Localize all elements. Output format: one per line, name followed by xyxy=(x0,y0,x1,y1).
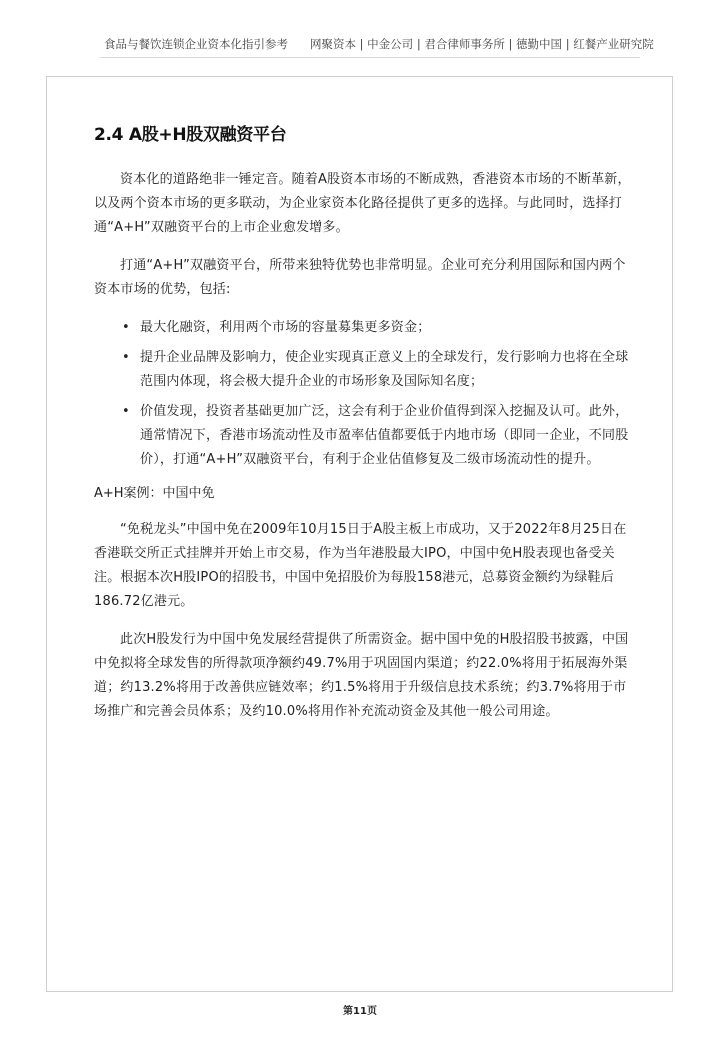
header-divider xyxy=(100,57,640,58)
list-item-text: 价值发现，投资者基础更加广泛，这会有利于企业价值得到深入挖掘及认可。此外，通常情况下，香港市场流动性及市盈率估值都要低于内地市场（即同一企业，不同股价），打通“A+H”双融资平台，有利于企业估值修复及二级市场流动性的提升。 xyxy=(140,404,629,467)
paragraph-case-listing: “免税龙头”中国中免在2009年10月15日于A股主板上市成功，又于2022年8月25日在香港联交所正式挂牌并开始上市交易，作为当年港股最大IPO，中国中免H股表现也备受关注。根据本次H股IPO的招股书，中国中免招股价为每股158港元，总募资金额约为绿鞋后186.72亿港元。 xyxy=(94,522,627,609)
paragraph-case-proceeds: 此次H股发行为中国中免发展经营提供了所需资金。据中国中免的H股招股书披露，中国中免拟将全球发售的所得款项净额约49.7%用于巩固国内渠道；约22.0%将用于拓展海外渠道；约13.2%将用于改善供应链效率；约1.5%将用于升级信息技术系统；约3.7%将用于市场推广和完善会员体系；及约10.0%将用作补充流动资金及其他一般公司用途。 xyxy=(94,632,629,719)
main-content xyxy=(94,120,634,738)
page-header xyxy=(0,0,720,58)
paragraph-intro: 资本化的道路绝非一锤定音。随着A股资本市场的不断成熟，香港资本市场的不断革新，以及两个资本市场的更多联动，为企业家资本化路径提供了更多的选择。与此同时，选择打通“A+H”双融资平台的上市企业愈发增多。 xyxy=(94,172,631,235)
bullet-icon: • xyxy=(122,404,130,419)
bullet-icon: • xyxy=(122,350,130,365)
list-item-text: 最大化融资，利用两个市场的容量募集更多资金； xyxy=(140,320,431,335)
list-item xyxy=(94,400,634,472)
advantages-list xyxy=(94,316,634,472)
page-number: 第11页 xyxy=(343,1006,377,1017)
case-label: A+H案例：中国中免 xyxy=(94,486,215,501)
section-title: 2.4 A股+H股双融资平台 xyxy=(94,125,287,145)
bullet-icon: • xyxy=(122,320,130,335)
header-report-title: 食品与餐饮连锁企业资本化指引参考 xyxy=(104,37,288,51)
list-item-text: 提升企业品牌及影响力，使企业实现真正意义上的全球发行，发行影响力也将在全球范围内体现，将会极大提升企业的市场形象及国际知名度； xyxy=(140,350,629,389)
header-publishers: 网聚资本 | 中金公司 | 君合律师事务所 | 德勤中国 | 红餐产业研究院 xyxy=(310,37,654,51)
list-item xyxy=(94,346,634,394)
list-item xyxy=(94,316,634,340)
paragraph-advantages: 打通“A+H”双融资平台，所带来独特优势也非常明显。企业可充分利用国际和国内两个资本市场的优势，包括: xyxy=(94,258,626,297)
